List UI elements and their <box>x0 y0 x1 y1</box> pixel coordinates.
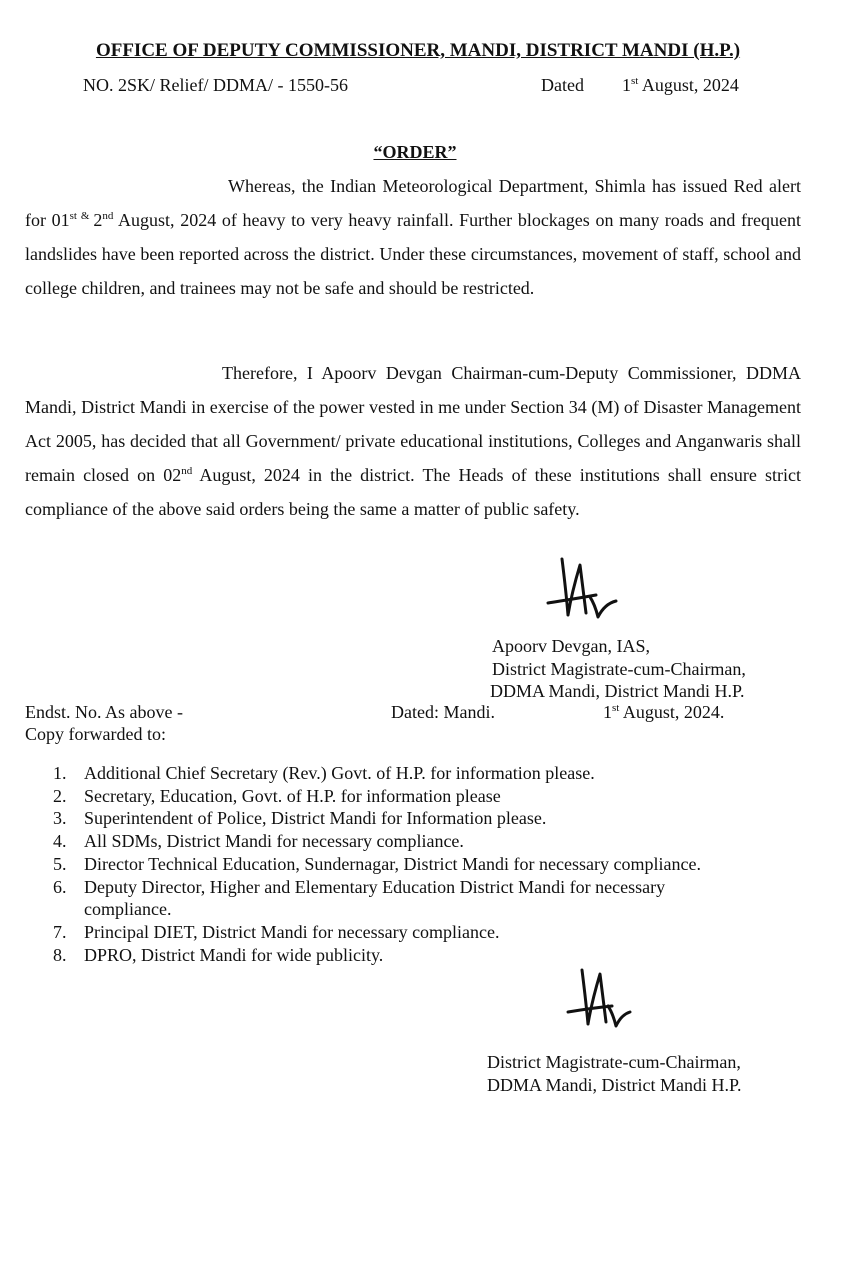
signatory-office: DDMA Mandi, District Mandi H.P. <box>490 681 745 701</box>
bottom-signatory-block <box>487 1051 742 1096</box>
list-item-text: Director Technical Education, Sundernagar, District Mandi for necessary compliance. <box>84 853 701 874</box>
list-item-text: Additional Chief Secretary (Rev.) Govt. of H.P. for information please. <box>84 763 595 783</box>
signatory-name: Apoorv Devgan, IAS, <box>492 636 650 656</box>
list-item-text: Superintendent of Police, District Mandi for Information please. <box>84 808 547 829</box>
list-item-number: 2. <box>53 785 67 806</box>
list-item-text: Principal DIET, District Mandi for necessary compliance. <box>84 921 500 942</box>
list-item <box>53 807 773 830</box>
bottom-signatory-office: DDMA Mandi, District Mandi H.P. <box>487 1074 742 1095</box>
order-title: “ORDER” <box>373 142 457 162</box>
list-item <box>53 876 724 921</box>
endorsement-number: Endst. No. As above - <box>25 702 183 722</box>
para2-text-b: August, 2024 in the district. The Heads of these institutions shall ensure strict compliance of the above said orders being the same a matter of public safety. <box>25 465 801 519</box>
recipient-list <box>53 762 773 966</box>
list-item <box>53 830 773 853</box>
order-date-suffix: st <box>631 75 639 87</box>
list-item-text: Deputy Director, Higher and Elementary Education District Mandi for necessary compliance. <box>84 876 666 920</box>
signatory-designation: District Magistrate-cum-Chairman, <box>492 658 746 679</box>
list-item-number: 5. <box>53 853 67 874</box>
copy-forwarded-label: Copy forwarded to: <box>25 724 166 744</box>
list-item <box>53 762 773 785</box>
order-paragraph-2 <box>25 356 801 526</box>
para2-sup-1: nd <box>181 465 193 477</box>
list-item-number: 6. <box>53 876 67 897</box>
endorsement-date-rest: August, 2024. <box>619 702 725 722</box>
list-item-text: DPRO, District Mandi for wide publicity. <box>84 944 384 965</box>
signatory-block <box>492 635 746 703</box>
endorsement-date <box>603 702 724 723</box>
para1-sup-2: nd <box>102 210 114 222</box>
list-item-text: All SDMs, District Mandi for necessary compliance. <box>84 831 464 852</box>
order-date <box>622 75 739 96</box>
para1-amp: & <box>77 210 94 222</box>
endorsement-date-day: 1 <box>603 702 612 722</box>
office-title: OFFICE OF DEPUTY COMMISSIONER, MANDI, DISTRICT MANDI (H.P.) <box>95 40 741 61</box>
para1-sup-1: st <box>69 210 77 222</box>
list-item-number: 3. <box>53 808 67 829</box>
para1-text-a: Whereas, the Indian Meteorological Department, Shimla has issued Red alert for 01 <box>25 176 801 230</box>
list-item <box>53 921 773 944</box>
dated-label: Dated <box>541 75 584 95</box>
bottom-signatory-designation: District Magistrate-cum-Chairman, <box>487 1052 741 1072</box>
endorsement-date-suffix: st <box>612 702 620 714</box>
list-item-number: 7. <box>53 921 67 942</box>
list-item <box>53 853 773 876</box>
list-item <box>53 944 773 967</box>
list-item-number: 4. <box>53 831 67 852</box>
list-item-text: Secretary, Education, Govt. of H.P. for information please <box>84 785 501 806</box>
signature-mark <box>562 966 632 1036</box>
order-paragraph-1 <box>25 169 801 305</box>
order-date-rest: August, 2024 <box>638 75 739 95</box>
reference-number: NO. 2SK/ Relief/ DDMA/ - 1550-56 <box>83 75 348 95</box>
list-item-number: 8. <box>53 944 67 965</box>
signature-mark <box>540 555 620 630</box>
order-date-day: 1 <box>622 75 631 95</box>
para1-text-c: August, 2024 of heavy to very heavy rainfall. Further blockages on many roads and frequent landslides have been reported across the district. Under these circumstances, movement of staff, school and college children, and trainees may not be safe and should be restricted. <box>25 210 801 298</box>
list-item-number: 1. <box>53 763 67 783</box>
para2-text-a: Therefore, I Apoorv Devgan Chairman-cum-Deputy Commissioner, DDMA Mandi, District Mandi in exercise of the power vested in me under Section 34 (M) of Disaster Management Act 2005, has decided that all Government/ private educational institutions, Colleges and Anganwaris shall remain closed on 02 <box>25 363 801 485</box>
para1-text-b: 2 <box>93 210 103 230</box>
endorsement-dated-place: Dated: Mandi. <box>391 702 495 722</box>
list-item <box>53 785 773 808</box>
